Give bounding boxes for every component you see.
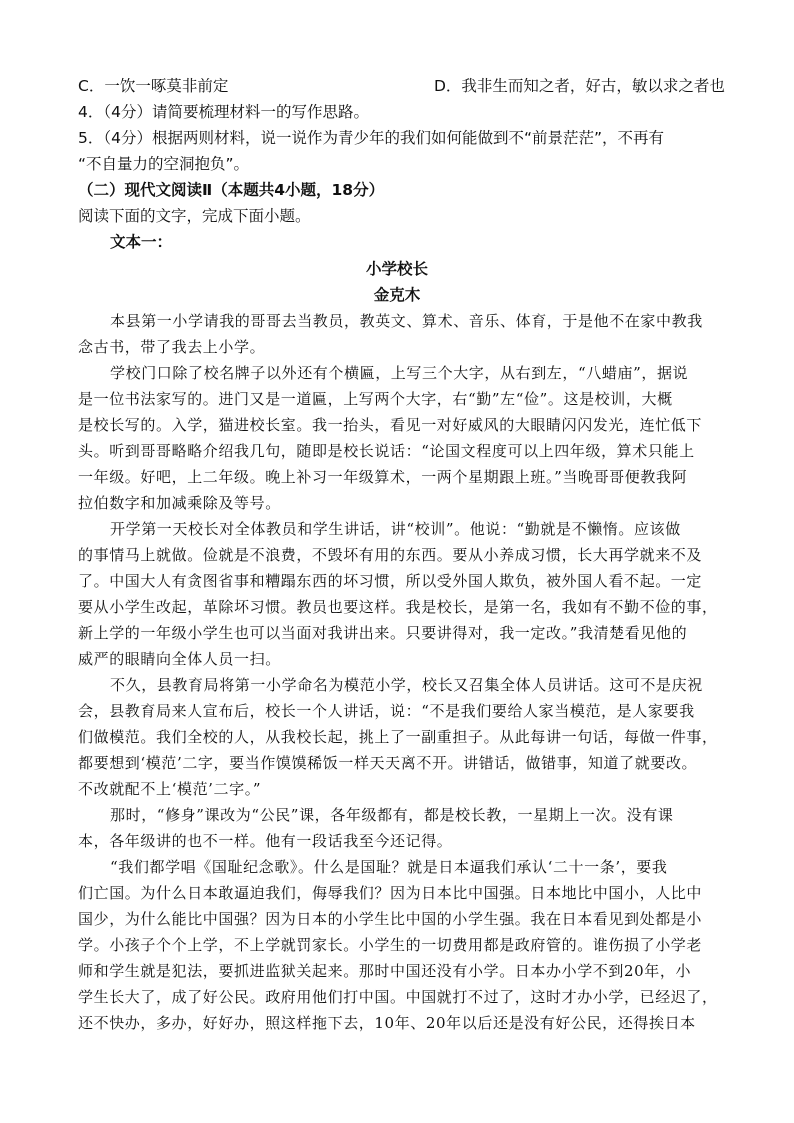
article-line: 学。小孩子个个上学，不上学就罚家长。小学生的一切费用都是政府管的。谁伤损了小学老 <box>78 936 703 954</box>
article-line: 还不快办，多办，好好办，照这样拖下去，10年、20年以后还是没有好公民，还得挨日本 <box>78 1014 696 1032</box>
article-line: 了。中国大人有贪图省事和糟蹋东西的坏习惯，所以受外国人欺负，被外国人看不起。一定 <box>78 572 703 590</box>
article-line: 开学第一天校长对全体教员和学生讲话，讲“校训”。他说：“勤就是不懒惰。应该做 <box>110 520 681 538</box>
article-line: 不久，县教育局将第一小学命名为模范小学，校长又召集全体人员讲话。这可不是庆祝 <box>110 676 703 694</box>
article-title: 小学校长 <box>365 260 428 278</box>
article-line: 新上学的一年级小学生也可以当面对我讲出来。只要讲得对，我一定改。”我清楚看见他的 <box>78 624 688 642</box>
question-5-line-1: 5．（4分）根据两则材料，说一说作为青少年的我们如何能做到不“前景茫茫”，不再有 <box>78 129 665 147</box>
article-line: 们做模范。我们全校的人，从我校长起，挑上了一副重担子。从此每讲一句话，每做一件事， <box>78 728 718 746</box>
article-line: 念古书，带了我去上小学。 <box>78 338 266 356</box>
article-line: 都要想到‘模范’二字，要当作馍馍稀饭一样天天离不开。讲错话，做错事，知道了就要改。 <box>78 754 698 772</box>
article-line: 师和学生就是犯法，要抓进监狱关起来。那时中国还没有小学。日本办小学不到20年，小 <box>78 962 692 980</box>
option-c[interactable]: C．一饮一啄莫非前定 <box>78 77 229 95</box>
article-line: 的事情马上就做。俭就是不浪费，不毁坏有用的东西。要从小养成习惯，长大再学就来不及 <box>78 546 703 564</box>
article-line: 一年级。好吧，上二年级。晚上补习一年级算术，一两个星期跟上班。”当晚哥哥便教我阿 <box>78 468 688 486</box>
article-line: 头。听到哥哥略略介绍我几句，随即是校长说话：“论国文程度可以上四年级，算术只能上 <box>78 442 695 460</box>
section-instruction: 阅读下面的文字，完成下面小题。 <box>78 207 311 225</box>
article-line: “我们都学唱《国耻纪念歌》。什么是国耻？就是日本逼我们承认‘二十一条’，要我 <box>110 858 668 876</box>
question-5-line-2: “不自量力的空洞抱负”。 <box>78 155 250 173</box>
article-line: 拉伯数字和加减乘除及等号。 <box>78 494 281 512</box>
article-line: 本，各年级讲的也不一样。他有一段话我至今还记得。 <box>78 832 453 850</box>
article-line: 们亡国。为什么日本敢逼迫我们，侮辱我们？因为日本比中国强。日本地比中国小，人比中 <box>78 884 703 902</box>
article-author: 金克木 <box>373 286 421 304</box>
question-4: 4．（4分）请简要梳理材料一的写作思路。 <box>78 103 369 121</box>
article-line: 是一位书法家写的。进门又是一道匾，上写两个大字，右“勤”左“俭”。这是校训，大概 <box>78 390 673 408</box>
article-line: 国少，为什么能比中国强？因为日本的小学生比中国的小学生强。我在日本看见到处都是小 <box>78 910 703 928</box>
text-label: 文本一： <box>110 233 173 251</box>
option-d[interactable]: D．我非生而知之者，好古，敏以求之者也 <box>434 77 725 95</box>
article-line: 学校门口除了校名牌子以外还有个横匾，上写三个大字，从右到左，“八蜡庙”，据说 <box>110 364 689 382</box>
article-line: 是校长写的。入学，猫进校长室。我一抬头，看见一对好威风的大眼睛闪闪发光，连忙低下 <box>78 416 703 434</box>
article-line: 那时，“修身”课改为“公民”课，各年级都有，都是校长教，一星期上一次。没有课 <box>110 806 674 824</box>
article-line: 要从小学生改起，革除坏习惯。教员也要这样。我是校长，是第一名，我如有不勤不俭的事， <box>78 598 718 616</box>
question-options-row <box>78 73 725 99</box>
article-line: 威严的眼睛向全体人员一扫。 <box>78 650 281 668</box>
article-line: 会，县教育局来人宣布后，校长一个人讲话，说：“不是我们要给人家当模范，是人家要我 <box>78 702 695 720</box>
article-line: 不改就配不上‘模范’二字。” <box>78 780 262 798</box>
article-line: 本县第一小学请我的哥哥去当教员，教英文、算术、音乐、体育，于是他不在家中教我 <box>110 312 703 330</box>
section-heading: （二）现代文阅读Ⅱ（本题共4小题，18分） <box>78 181 385 199</box>
article-line: 学生长大了，成了好公民。政府用他们打中国。中国就打不过了，这时才办小学，已经迟了， <box>78 988 718 1006</box>
